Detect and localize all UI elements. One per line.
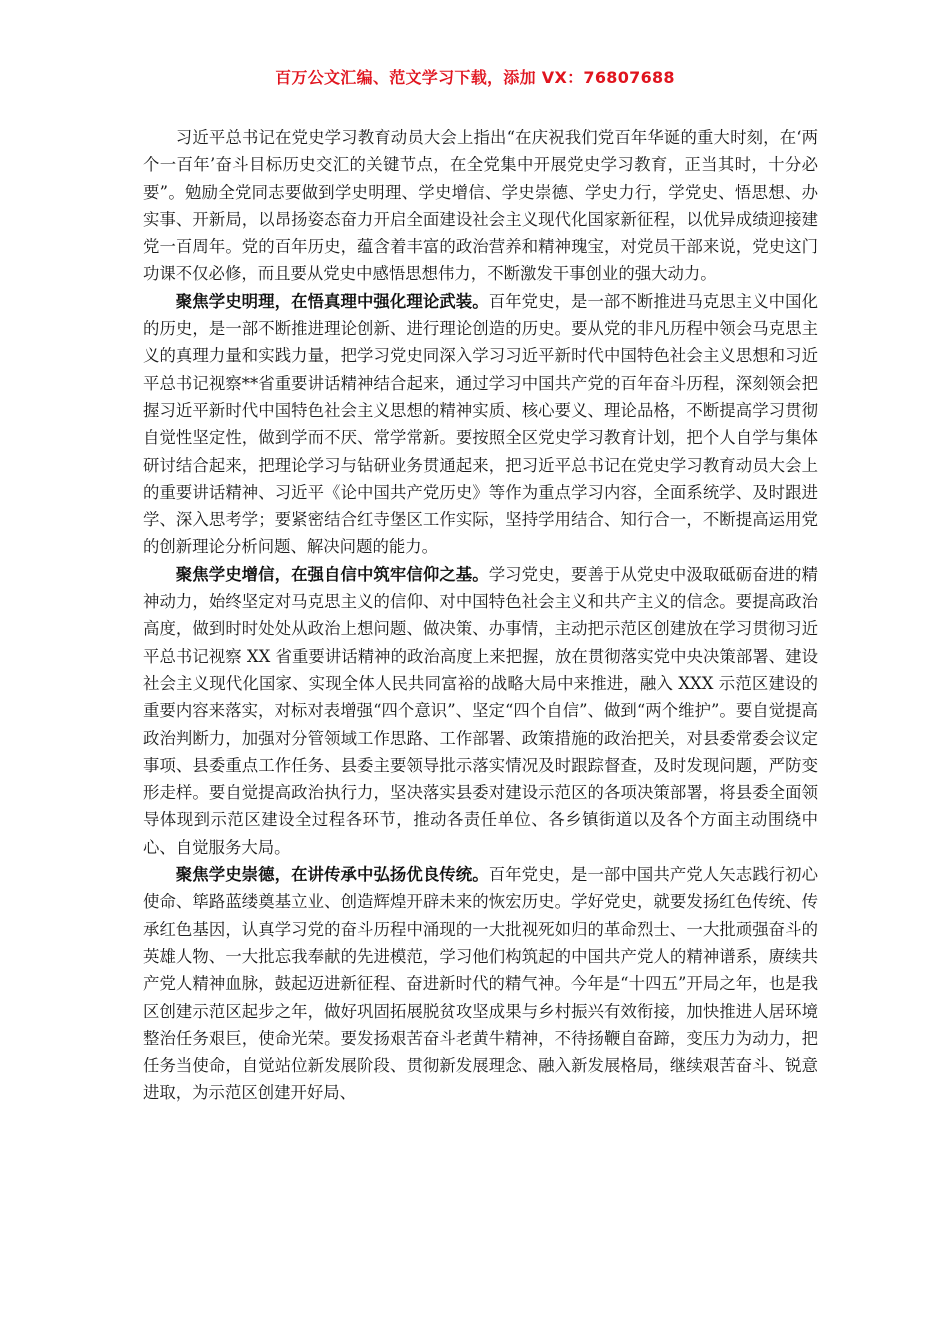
download-banner: 百万公文汇编、范文学习下载，添加 VX：76807688 (275, 68, 675, 87)
section-body-2: 学习党史，要善于从党史中汲取砥砺奋进的精神动力，始终坚定对马克思主义的信仰、对中国特色社会主义和共产主义的信念。要提高政治高度，做到时时处处从政治上想问题、做决策、办事情，主动把示范区创建放在学习贯彻习近平总书记视察 XX 省重要讲话精神的政治高度上来把握，放在贯彻落实党中央决策部署、建设社会主义现代化国家、实现全体人民共同富裕的战略大局中来推进，融入 XXX 示范区建设的重要内容来落实，对标对表增强“四个意识”、坚定“四个自信”、做到“两个维护”。要自觉提高政治判断力，加强对分管领域工作思路、工作部署、政策措施的政治把关，对县委常委会议定事项、县委重点工作任务、县委主要领导批示落实情况及时跟踪督查，及时发现问题，严防变形走样。要自觉提高政治执行力，坚决落实县委对建设示范区的各项决策部署，将县委全面领导体现到示范区建设全过程各环节，推动各责任单位、各乡镇街道以及各个方面主动围绕中心、自觉服务大局。 (143, 564, 818, 857)
section-paragraph-1 (143, 288, 818, 561)
section-body-1: 百年党史，是一部不断推进马克思主义中国化的历史，是一部不断推进理论创新、进行理论创造的历史。要从党的非凡历程中领会马克思主义的真理力量和实践力量，把学习党史同深入学习习近平新时代中国特色社会主义思想和习近平总书记视察**省重要讲话精神结合起来，通过学习中国共产党的百年奋斗历程，深刻领会把握习近平新时代中国特色社会主义思想的精神实质、核心要义、理论品格，不断提高学习贯彻自觉性坚定性，做到学而不厌、常学常新。要按照全区党史学习教育计划，把个人自学与集体研讨结合起来，把理论学习与钻研业务贯通起来，把习近平总书记在党史学习教育动员大会上的重要讲话精神、习近平《论中国共产党历史》等作为重点学习内容，全面系统学、及时跟进学、深入思考学；要紧密结合红寺堡区工作实际，坚持学用结合、知行合一，不断提高运用党的创新理论分析问题、解决问题的能力。 (143, 291, 818, 557)
section-paragraph-2 (143, 561, 818, 861)
section-heading-2: 聚焦学史增信，在强自信中筑牢信仰之基。 (175, 564, 489, 584)
intro-paragraph: 习近平总书记在党史学习教育动员大会上指出“在庆祝我们党百年华诞的重大时刻，在‘两个一百年’奋斗目标历史交汇的关键节点，在全党集中开展党史学习教育，正当其时，十分必要”。勉励全党同志要做到学史明理、学史增信、学史崇德、学史力行，学党史、悟思想、办实事、开新局，以昂扬姿态奋力开启全面建设社会主义现代化国家新征程，以优异成绩迎接建党一百周年。党的百年历史，蕴含着丰富的政治营养和精神瑰宝，对党员干部来说，党史这门功课不仅必修，而且要从党史中感悟思想伟力，不断激发干事创业的强大动力。 (143, 128, 818, 284)
document-body (143, 124, 818, 1107)
section-heading-1: 聚焦学史明理，在悟真理中强化理论武装。 (175, 291, 489, 311)
section-heading-3: 聚焦学史崇德，在讲传承中弘扬优良传统。 (175, 865, 489, 885)
section-body-3: 百年党史，是一部中国共产党人矢志践行初心使命、筚路蓝缕奠基立业、创造辉煌开辟未来的恢宏历史。学好党史，就要发扬红色传统、传承红色基因，认真学习党的奋斗历程中涌现的一大批视死如归的革命烈士、一大批顽强奋斗的英雄人物、一大批忘我奉献的先进模范，学习他们构筑起的中国共产党人的精神谱系，赓续共产党人精神血脉，鼓起迈进新征程、奋进新时代的精气神。今年是“十四五”开局之年，也是我区创建示范区起步之年，做好巩固拓展脱贫攻坚成果与乡村振兴有效衔接，加快推进人居环境整治任务艰巨，使命光荣。要发扬艰苦奋斗老黄牛精神，不待扬鞭自奋蹄，变压力为动力，把任务当使命，自觉站位新发展阶段、贯彻新发展理念、融入新发展格局，继续艰苦奋斗、锐意进取，为示范区创建开好局、 (143, 865, 818, 1103)
section-paragraph-3 (143, 861, 818, 1107)
